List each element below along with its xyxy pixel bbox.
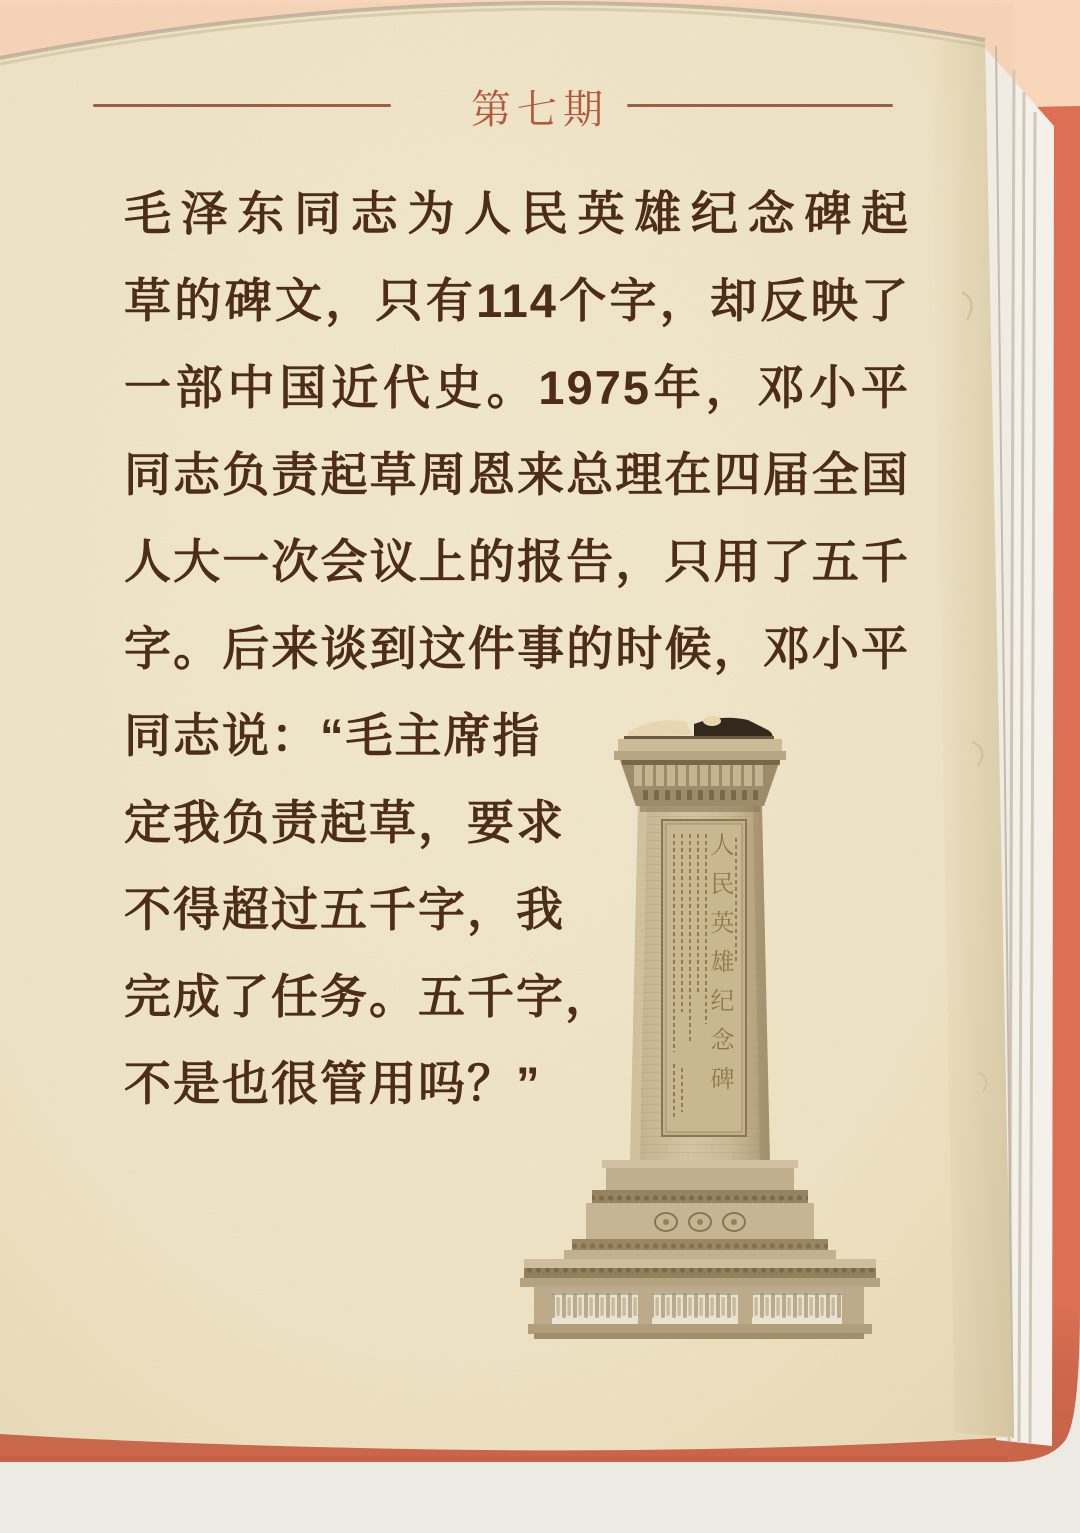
monument-pedestal: [520, 1160, 880, 1287]
text-line: 人大一次会议上的报告，只用了五千: [124, 535, 910, 588]
text-line: 同志负责起草周恩来总理在四届全国: [124, 448, 910, 501]
text-line: 一部中国近代史。1975年，邓小平: [124, 361, 910, 414]
text-line: 不是也很管用吗？”: [124, 1057, 542, 1110]
monument-shaft: [630, 806, 770, 1164]
monument-photo: [516, 712, 880, 1340]
monument-cornice: [614, 739, 786, 806]
monument-inscription-title: 人民英雄纪念碑: [706, 832, 733, 1105]
text-line: 定我负责起草，要求: [124, 796, 565, 849]
monument-relief-base: [528, 1286, 872, 1339]
monument-top-ornament: [624, 716, 774, 739]
issue-header: [0, 0, 1080, 160]
text-line: 草的碑文，只有114个字，却反映了: [124, 274, 910, 327]
header-rule-left: [93, 104, 391, 107]
text-line: 同志说：“毛主席指: [124, 709, 542, 762]
text-line: 不得超过五千字，我: [124, 883, 565, 936]
header-rule-right: [627, 104, 893, 107]
issue-label: 第七期: [471, 88, 609, 132]
text-line: 字。后来谈到这件事的时候，邓小平: [124, 622, 910, 675]
article-paragraph-full: [124, 170, 910, 692]
text-line: 完成了任务。五千字，: [124, 970, 614, 1023]
text-line: 毛泽东同志为人民英雄纪念碑起: [124, 187, 910, 240]
